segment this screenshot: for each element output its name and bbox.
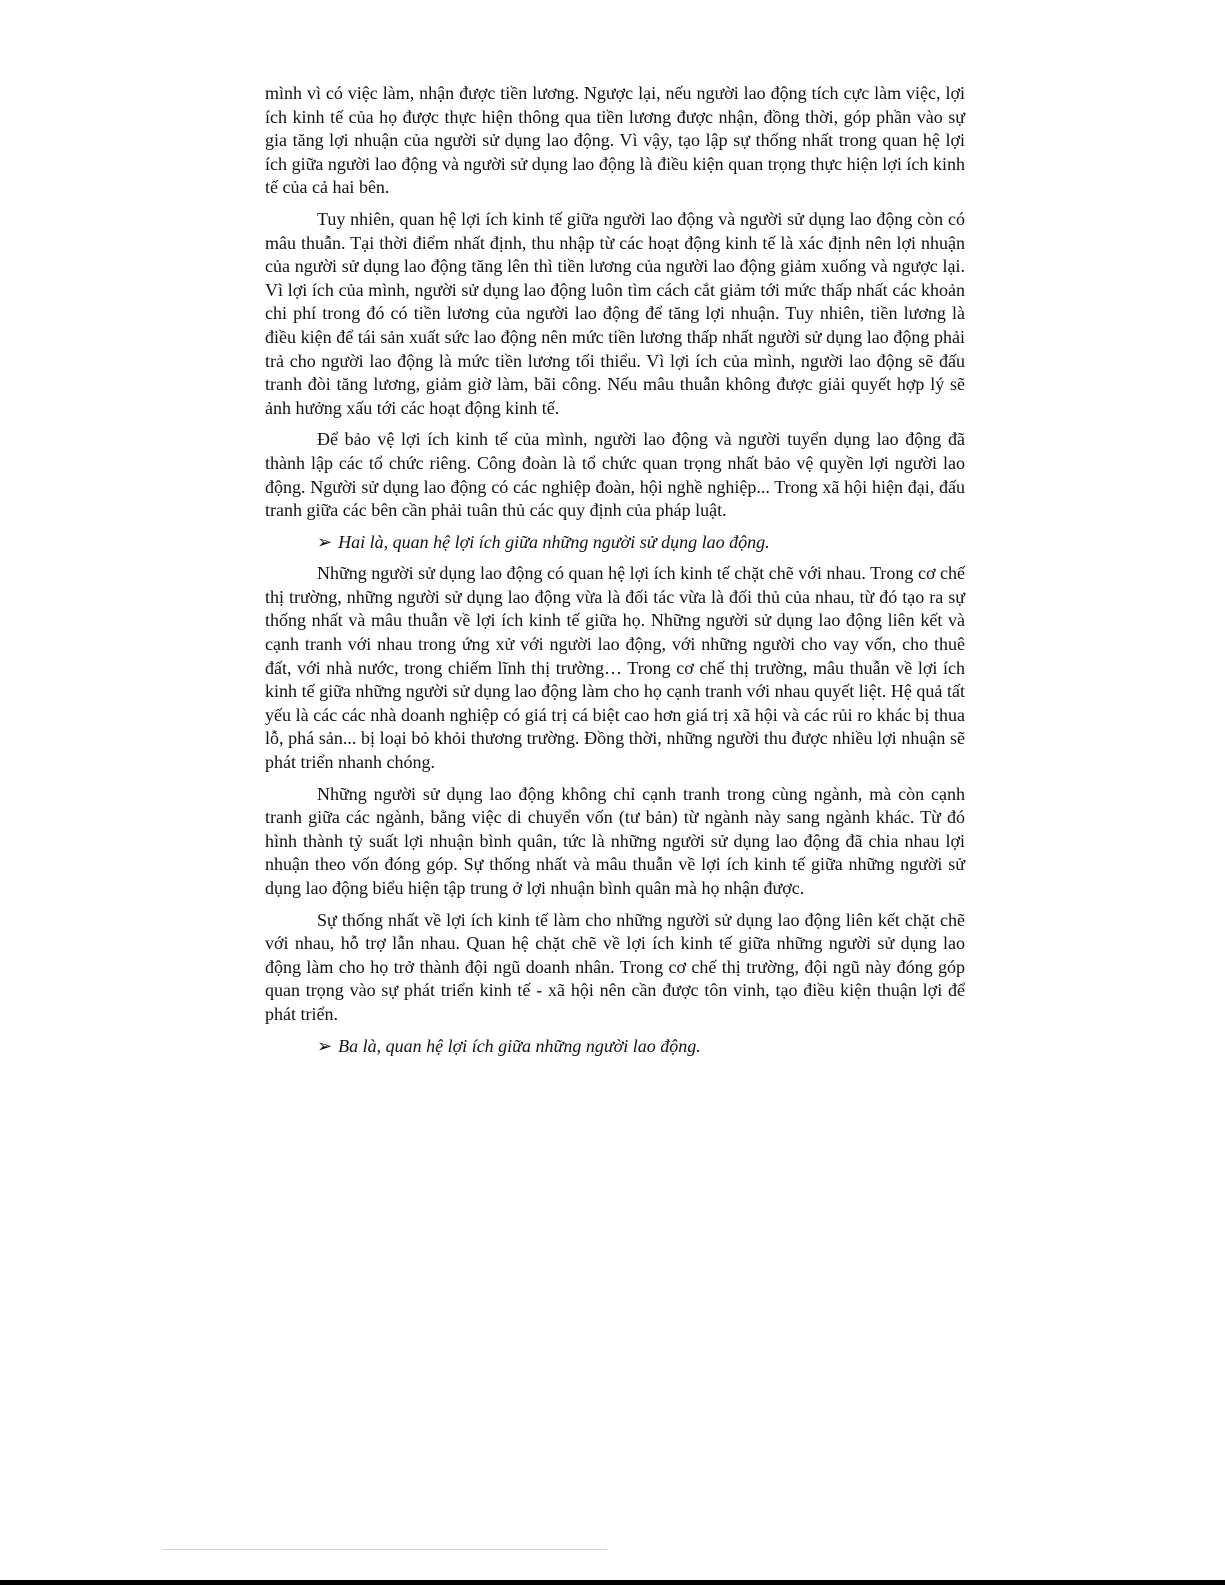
footnote-separator	[163, 1549, 607, 1550]
paragraph-entrepreneurs: Sự thống nhất về lợi ích kinh tế làm cho những người sử dụng lao động liên kết chặt chẽ với nhau, hỗ trợ lẫn nhau. Quan hệ chặt chẽ về lợi ích kinh tế giữa những người sử dụng lao động làm cho họ trở thành đội ngũ doanh nhân. Trong cơ chế thị trường, đội ngũ này đóng góp quan trọng vào sự phát triển kinh tế - xã hội nên cần được tôn vinh, tạo điều kiện thuận lợi để phát triển.	[265, 909, 965, 1024]
arrow-bullet-icon: ➢	[317, 531, 333, 552]
paragraph-continuation: mình vì có việc làm, nhận được tiền lương. Ngược lại, nếu người lao động tích cực làm việc, lợi ích kinh tế của họ được thực hiện thông qua tiền lương được nhận, đồng thời, góp phần vào sự gia tăng lợi nhuận của người sử dụng lao động. Vì vậy, tạo lập sự thống nhất trong quan hệ lợi ích giữa người lao động và người sử dụng lao động là điều kiện quan trọng thực hiện lợi ích kinh tế của cả hai bên.	[265, 83, 965, 198]
document-body	[265, 82, 965, 1066]
paragraph-contradiction: Tuy nhiên, quan hệ lợi ích kinh tế giữa người lao động và người sử dụng lao động còn có mâu thuẫn. Tại thời điểm nhất định, thu nhập từ các hoạt động kinh tế là xác định nên lợi nhuận của người sử dụng lao động tăng lên thì tiền lương của người lao động giảm xuống và ngược lại. Vì lợi ích của mình, người sử dụng lao động luôn tìm cách cắt giảm tới mức thấp nhất các khoản chi phí trong đó có tiền lương của người lao động để tăng lợi nhuận. Tuy nhiên, tiền lương là điều kiện để tái sản xuất sức lao động nên mức tiền lương thấp nhất người sử dụng lao động phải trả cho người lao động là mức tiền lương tối thiểu. Vì lợi ích của mình, người lao động sẽ đấu tranh đòi tăng lương, giảm giờ làm, bãi công. Nếu mâu thuẫn không được giải quyết hợp lý sẽ ảnh hưởng xấu tới các hoạt động kinh tế.	[265, 208, 965, 418]
section-heading-workers-text: Ba là, quan hệ lợi ích giữa những người lao động.	[338, 1035, 701, 1056]
paragraph-employer-relations: Những người sử dụng lao động có quan hệ lợi ích kinh tế chặt chẽ với nhau. Trong cơ chế thị trường, những người sử dụng lao động vừa là đối tác vừa là đối thủ của nhau, từ đó tạo ra sự thống nhất và mâu thuẫn về lợi ích kinh tế giữa họ. Những người sử dụng lao động liên kết và cạnh tranh với nhau trong ứng xử với người lao động, với những người cho vay vốn, cho thuê đất, với nhà nước, trong chiếm lĩnh thị trường… Trong cơ chế thị trường, mâu thuẫn về lợi ích kinh tế giữa những người sử dụng lao động làm cho họ cạnh tranh với nhau quyết liệt. Hệ quả tất yếu là các các nhà doanh nghiệp có giá trị cá biệt cao hơn giá trị xã hội và các rủi ro khác bị thua lỗ, phá sản... bị loại bỏ khỏi thương trường. Đồng thời, những người thu được nhiều lợi nhuận sẽ phát triển nhanh chóng.	[265, 563, 965, 773]
section-heading-workers	[317, 1035, 965, 1059]
paragraph-organizations: Để bảo vệ lợi ích kinh tế của mình, người lao động và người tuyển dụng lao động đã thành lập các tổ chức riêng. Công đoàn là tổ chức quan trọng nhất bảo vệ quyền lợi người lao động. Người sử dụng lao động có các nghiệp đoàn, hội nghề nghiệp... Trong xã hội hiện đại, đấu tranh giữa các bên cần phải tuân thủ các quy định của pháp luật.	[265, 429, 965, 521]
section-heading-employers-text: Hai là, quan hệ lợi ích giữa những người sử dụng lao động.	[338, 531, 770, 552]
paragraph-inter-industry-competition: Những người sử dụng lao động không chỉ cạnh tranh trong cùng ngành, mà còn cạnh tranh giữa các ngành, bằng việc di chuyển vốn (tư bản) từ ngành này sang ngành khác. Từ đó hình thành tỷ suất lợi nhuận bình quân, tức là những người sử dụng lao động đã chia nhau lợi nhuận theo vốn đóng góp. Sự thống nhất và mâu thuẫn về lợi ích kinh tế giữa những người sử dụng lao động biểu hiện tập trung ở lợi nhuận bình quân mà họ nhận được.	[265, 783, 965, 898]
arrow-bullet-icon: ➢	[317, 1035, 333, 1056]
section-heading-employers	[317, 531, 965, 555]
page-bottom-border	[0, 1580, 1225, 1585]
